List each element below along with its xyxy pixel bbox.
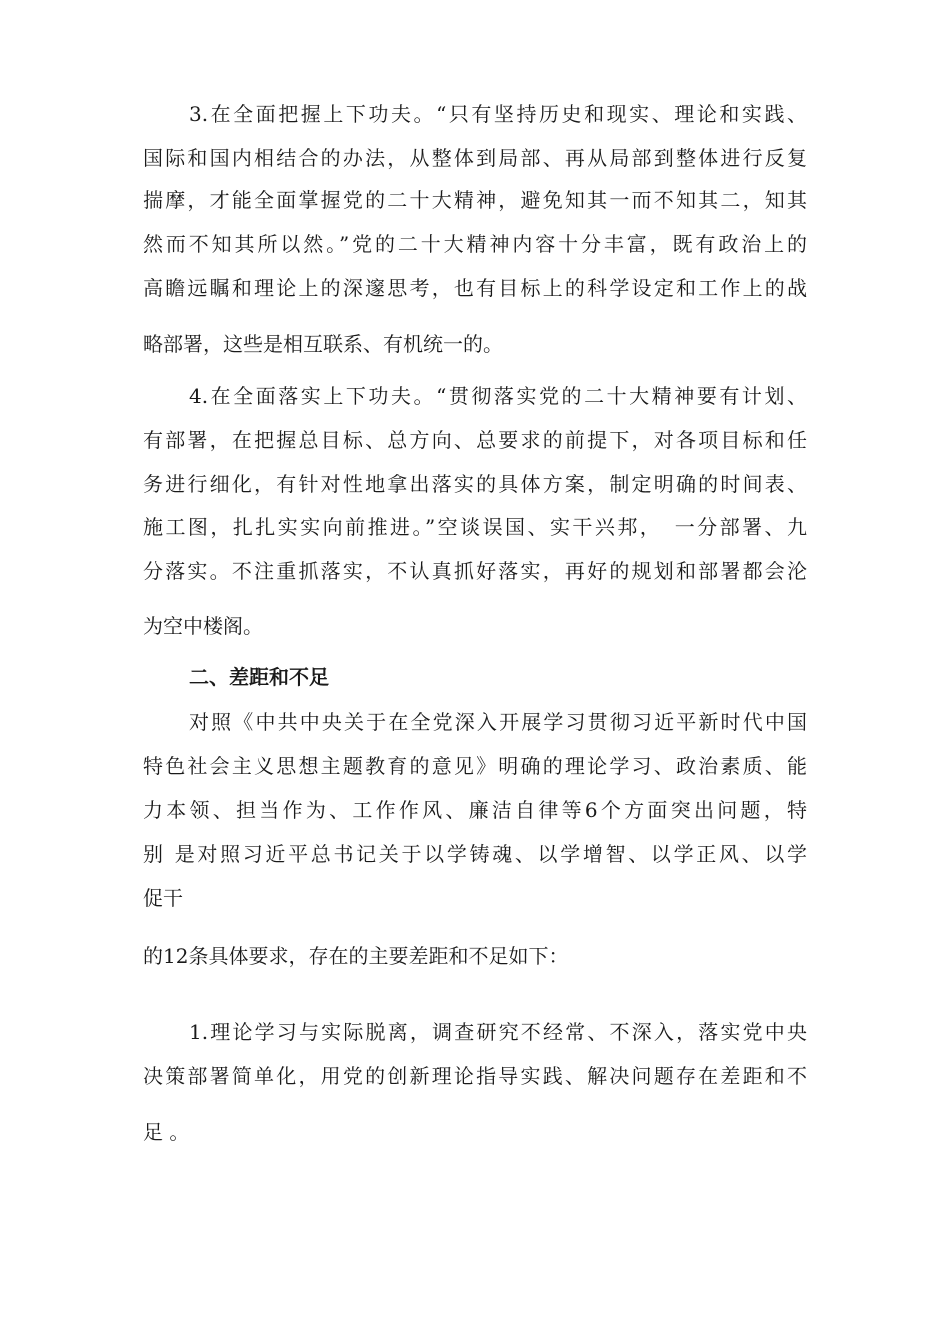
section-paragraph-line-2: 特色社会主义思想主题教育的意见》明确的理论学习、政治素质、能 xyxy=(143,754,807,778)
paragraph-4-line-2: 有部署，在把握总目标、总方向、总要求的前提下，对各项目标和任 xyxy=(143,428,807,452)
section-paragraph-line-4: 别 是对照习近平总书记关于以学铸魂、以学增智、以学正风、以学 xyxy=(143,842,807,866)
paragraph-4-line-6: 为空中楼阁。 xyxy=(143,614,263,638)
paragraph-3-line-4: 然而不知其所以然。”党的二十大精神内容十分丰富，既有政治上的 xyxy=(143,232,807,256)
section-heading: 二、差距和不足 xyxy=(189,665,329,689)
paragraph-3-line-6: 略部署，这些是相互联系、有机统一的。 xyxy=(143,332,503,356)
section-paragraph-line-1: 对照《中共中央关于在全党深入开展学习贯彻习近平新时代中国 xyxy=(189,710,807,734)
paragraph-4-line-5: 分落实。不注重抓落实，不认真抓好落实，再好的规划和部署都会沦 xyxy=(143,559,807,583)
paragraph-4-line-1: 4.在全面落实上下功夫。“贯彻落实党的二十大精神要有计划、 xyxy=(189,384,807,408)
paragraph-3-line-5: 高瞻远瞩和理论上的深邃思考，也有目标上的科学设定和工作上的战 xyxy=(143,276,807,300)
section-paragraph-line-3: 力本领、担当作为、工作作风、廉洁自律等6个方面突出问题，特 xyxy=(143,798,807,822)
paragraph-3-line-2: 国际和国内相结合的办法，从整体到局部、再从局部到整体进行反复 xyxy=(143,146,807,170)
item-1-line-2: 决策部署简单化，用党的创新理论指导实践、解决问题存在差距和不 xyxy=(143,1064,807,1088)
paragraph-4-line-4: 施工图，扎扎实实向前推进。”空谈误国、实干兴邦， 一分部署、九 xyxy=(143,515,807,539)
paragraph-3-line-3: 揣摩，才能全面掌握党的二十大精神，避免知其一而不知其二，知其 xyxy=(143,188,807,212)
item-1-line-3: 足 。 xyxy=(143,1120,190,1144)
section-paragraph-line-6: 的12条具体要求，存在的主要差距和不足如下： xyxy=(143,944,569,968)
section-paragraph-line-5: 促干 xyxy=(143,886,183,910)
item-1-line-1: 1.理论学习与实际脱离，调查研究不经常、不深入，落实党中央 xyxy=(189,1020,807,1044)
paragraph-3-line-1: 3.在全面把握上下功夫。“只有坚持历史和现实、理论和实践、 xyxy=(189,102,807,126)
paragraph-4-line-3: 务进行细化，有针对性地拿出落实的具体方案，制定明确的时间表、 xyxy=(143,472,807,496)
